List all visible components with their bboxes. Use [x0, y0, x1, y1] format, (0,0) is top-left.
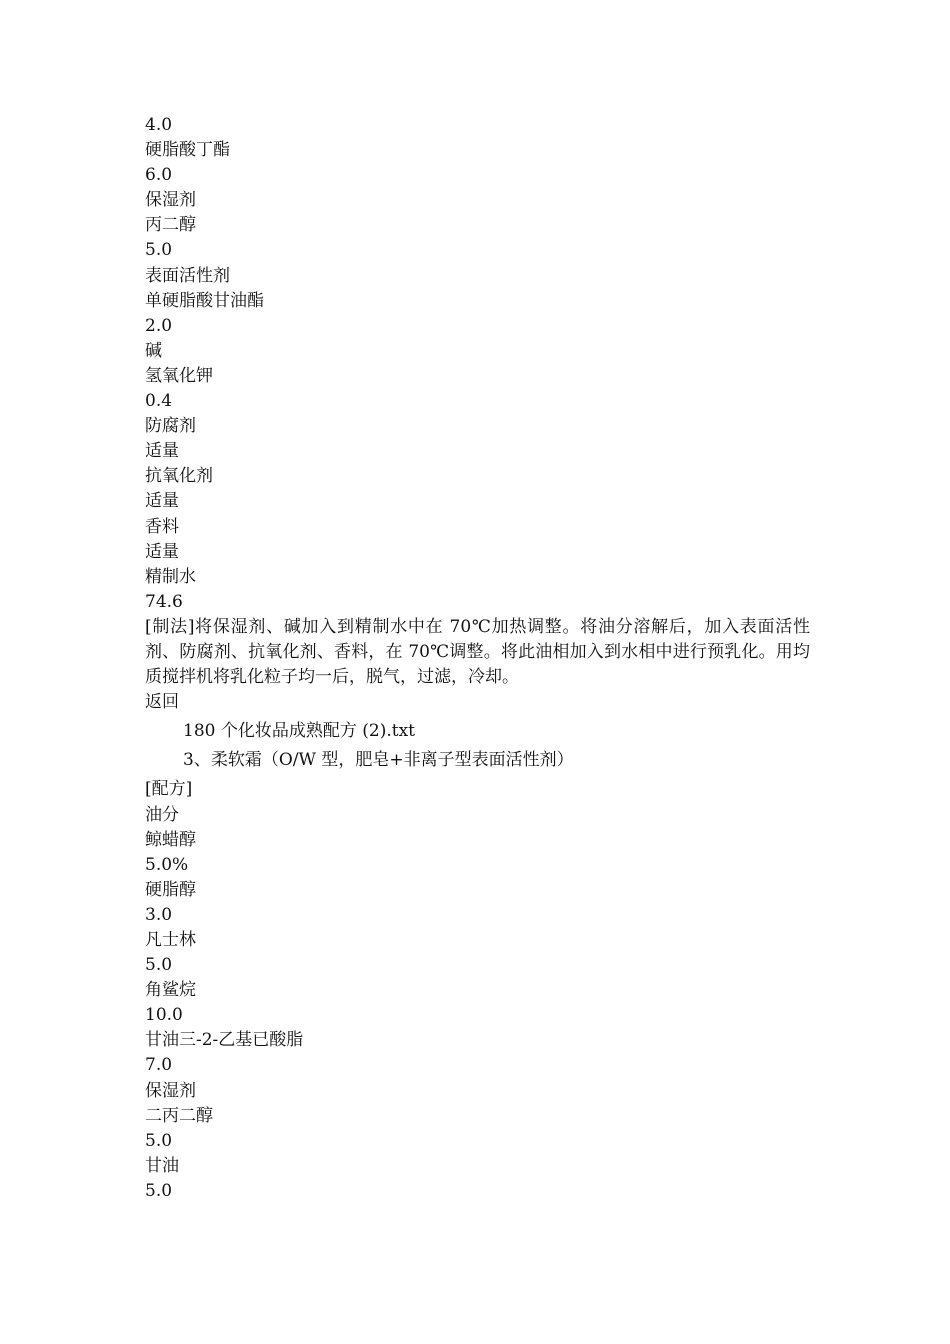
formula-line: 硬脂醇	[145, 879, 196, 900]
formula-line: 二丙二醇	[145, 1105, 213, 1126]
formula-line: 甘油	[145, 1155, 179, 1176]
formula-line: 5.0	[145, 240, 173, 261]
back-link[interactable]: 返回	[145, 692, 179, 713]
formula-line: 单硬脂酸甘油酯	[145, 290, 264, 311]
formula-line: 氢氧化钾	[145, 365, 213, 386]
formula-line: 角鲨烷	[145, 980, 196, 1001]
formula-line: 抗氧化剂	[145, 466, 213, 487]
formula-line: 2.0	[145, 315, 173, 336]
formula-line: 防腐剂	[145, 416, 196, 437]
formula-line: 硬脂酸丁酯	[145, 140, 230, 161]
formula-line: [配方]	[145, 779, 193, 800]
formula-line: 6.0	[145, 165, 173, 186]
formula-line: 4.0	[145, 115, 173, 135]
formula-line: 鲸蜡醇	[145, 829, 196, 850]
formula-line: 5.0%	[145, 854, 189, 875]
formula-line: 表面活性剂	[145, 265, 230, 286]
formula-list-bottom	[145, 777, 825, 1204]
formula-line: 碱	[145, 340, 162, 361]
formula-line: 凡士林	[145, 930, 196, 950]
formula-line: 74.6	[145, 591, 183, 612]
formula-line: 3.0	[145, 904, 173, 925]
formula-line: 5.0	[145, 1130, 173, 1151]
method-paragraph: [制法]将保湿剂、碱加入到精制水中在 70℃加热调整。将油分溶解后，加入表面活性剂、防腐剂、抗氧化剂、香料，在 70℃调整。将此油相加入到水相中进行预乳化。用均质搅拌机将乳化粒子均一后，脱气，过滤，冷却。	[145, 616, 810, 688]
formula-line: 丙二醇	[145, 215, 196, 236]
formula-line: 保湿剂	[145, 1080, 196, 1101]
formula-line: 保湿剂	[145, 190, 196, 211]
section-title: 3、柔软霜（O/W 型，肥皂+非离子型表面活性剂）	[183, 750, 574, 771]
document-body	[145, 113, 825, 1204]
formula-line: 精制水	[145, 566, 196, 587]
formula-line: 油分	[145, 804, 179, 825]
formula-line: 5.0	[145, 1180, 173, 1201]
file-title: 180 个化妆品成熟配方 (2).txt	[183, 721, 415, 742]
formula-line: 适量	[145, 491, 179, 512]
formula-line: 适量	[145, 541, 179, 562]
formula-line: 适量	[145, 441, 179, 462]
formula-line: 香料	[145, 516, 179, 537]
formula-line: 10.0	[145, 1005, 183, 1026]
formula-list-top	[145, 113, 825, 615]
formula-line: 0.4	[145, 391, 173, 412]
formula-line: 5.0	[145, 955, 173, 976]
formula-line: 甘油三-2-乙基已酸脂	[145, 1030, 304, 1051]
formula-line: 7.0	[145, 1055, 173, 1076]
